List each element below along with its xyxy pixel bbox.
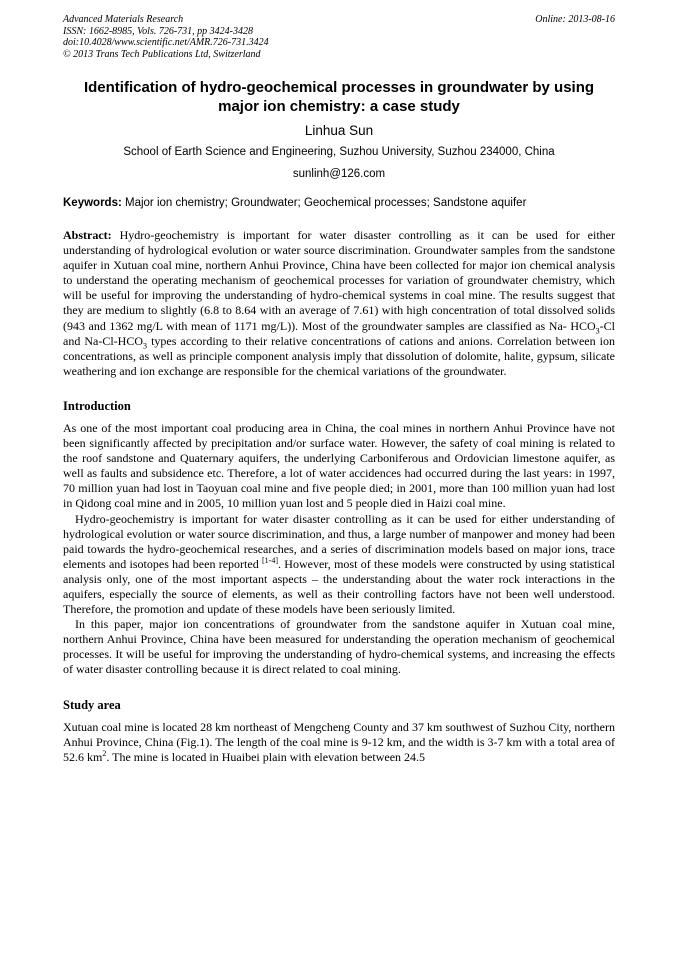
paper-title: Identification of hydro-geochemical processes in groundwater by using major ion chemistry: a case study xyxy=(83,79,595,115)
keywords-text: Major ion chemistry; Groundwater; Geochemical processes; Sandstone aquifer xyxy=(121,197,527,209)
superscript-2: 2 xyxy=(102,748,107,758)
author-email: sunlinh@126.com xyxy=(292,168,386,180)
abstract-text-2: -Cl and Na-Cl-HCO xyxy=(63,318,615,348)
keywords xyxy=(63,196,615,211)
author-affiliation: School of Earth Science and Engineering, Suzhou University, Suzhou 234000, China xyxy=(123,146,555,158)
doi-line: doi:10.4028/www.scientific.net/AMR.726-731.3424 xyxy=(63,37,269,48)
study-area-text-1: Xutuan coal mine is located 28 km northeast of Mengcheng County and 37 km southwest of Suzhou City, northern Anhui Province, China (Fig.1). The length of the coal mine is 9-12 km, and the width is 3-7 km with a total area of 52.6 km xyxy=(63,719,615,764)
abstract-text-1: Hydro-geochemistry is important for water disaster controlling as it can be used for either understanding of hydrological evolution or water source discrimination. Groundwater samples from the sandstone aquifer in Xutuan coal mine, northern Anhui Province, China have been collected for major ion chemical analysis to understand the operating mechanism of geochemical processes for variation of groundwater chemistry, which will be useful for improving the understanding of hydro-chemical systems in coal mine. The results suggest that they are medium to slightly (6.8 to 8.64 with an average of 7.61) with high concentration of total dissolved solids (943 and 1362 mg/L with mean of 1171 mg/L)). Most of the groundwater samples are classified as Na- HCO xyxy=(63,228,615,333)
intro-p2-text-1: Hydro-geochemistry is important for water disaster controlling as it can be used for either understanding of hydrological evolution or water source discrimination, and thus, a large number of manpower and money had been paid towards the hydro-geochemical researches, and a series of discrimination models based on major ions, trace elements and isotopes had been reported xyxy=(63,511,615,571)
introduction-paragraph-2 xyxy=(63,512,615,618)
study-area-paragraph xyxy=(63,720,615,765)
copyright-line: © 2013 Trans Tech Publications Ltd, Switzerland xyxy=(63,48,261,60)
abstract-subscript-1: 3 xyxy=(595,325,600,335)
study-area-heading: Study area xyxy=(63,697,121,712)
paper-page xyxy=(63,14,615,765)
study-area-text-2: . The mine is located in Huaibei plain with elevation between 24.5 xyxy=(106,749,426,764)
abstract-label: Abstract: xyxy=(63,228,112,242)
abstract-subscript-2: 3 xyxy=(143,341,148,351)
citation-reference: [1-4] xyxy=(262,555,278,565)
abstract xyxy=(63,228,615,379)
online-date: Online: 2013-08-16 xyxy=(535,14,615,25)
journal-header xyxy=(63,14,615,60)
introduction-paragraph-1: As one of the most important coal producing area in China, the coal mines in northern Anhui Province have not been significantly affected by precipitation and/or surface water. However, the safety of coal mining is related to the roof sandstone and Quaternary aquifers, the underlying Carboniferous and Ordovician limestone aquifer, as well as faults and subsidence etc. Therefore, a lot of water accidences had occurred during the last years: in 1997, 70 million yuan had lost in Taoyuan coal mine and five people died; in 2001, more than 100 million yuan had lost in Qidong coal mine and in 2005, 10 million yuan lost and 5 people died in Haizi coal mine. xyxy=(63,420,615,511)
intro-p2-text-2: . However, most of these models were constructed by using statistical analysis only, one of the most important aspects – the understanding about the water rock interactions in the aquifers, especially the source of elements, as well as their controlling factors have not been well understood. Therefore, the promotion and update of these models have been seriously limited. xyxy=(63,556,615,617)
author-name: Linhua Sun xyxy=(304,123,374,138)
abstract-text-3: types according to their relative concentrations of cations and anions. Correlation between ion concentrations, as well as principle component analysis imply that dissolution of dolomite, halite, gypsum, silicate weathering and ion exchange are responsible for the chemical variations of the groundwater. xyxy=(63,333,615,378)
journal-name: Advanced Materials Research xyxy=(63,14,184,25)
issn-line: ISSN: 1662-8985, Vols. 726-731, pp 3424-3428 xyxy=(63,25,253,37)
keywords-label: Keywords: xyxy=(63,197,122,209)
introduction-heading: Introduction xyxy=(63,398,131,413)
introduction-paragraph-3: In this paper, major ion concentrations of groundwater from the sandstone aquifer in Xutuan coal mine, northern Anhui Province, China have been measured for understanding the operation mechanism of geochemical processes. It will be useful for improving the understanding of hydro-chemical systems, and increasing the effects of water disaster controlling because it is direct related to coal mining. xyxy=(63,617,615,677)
